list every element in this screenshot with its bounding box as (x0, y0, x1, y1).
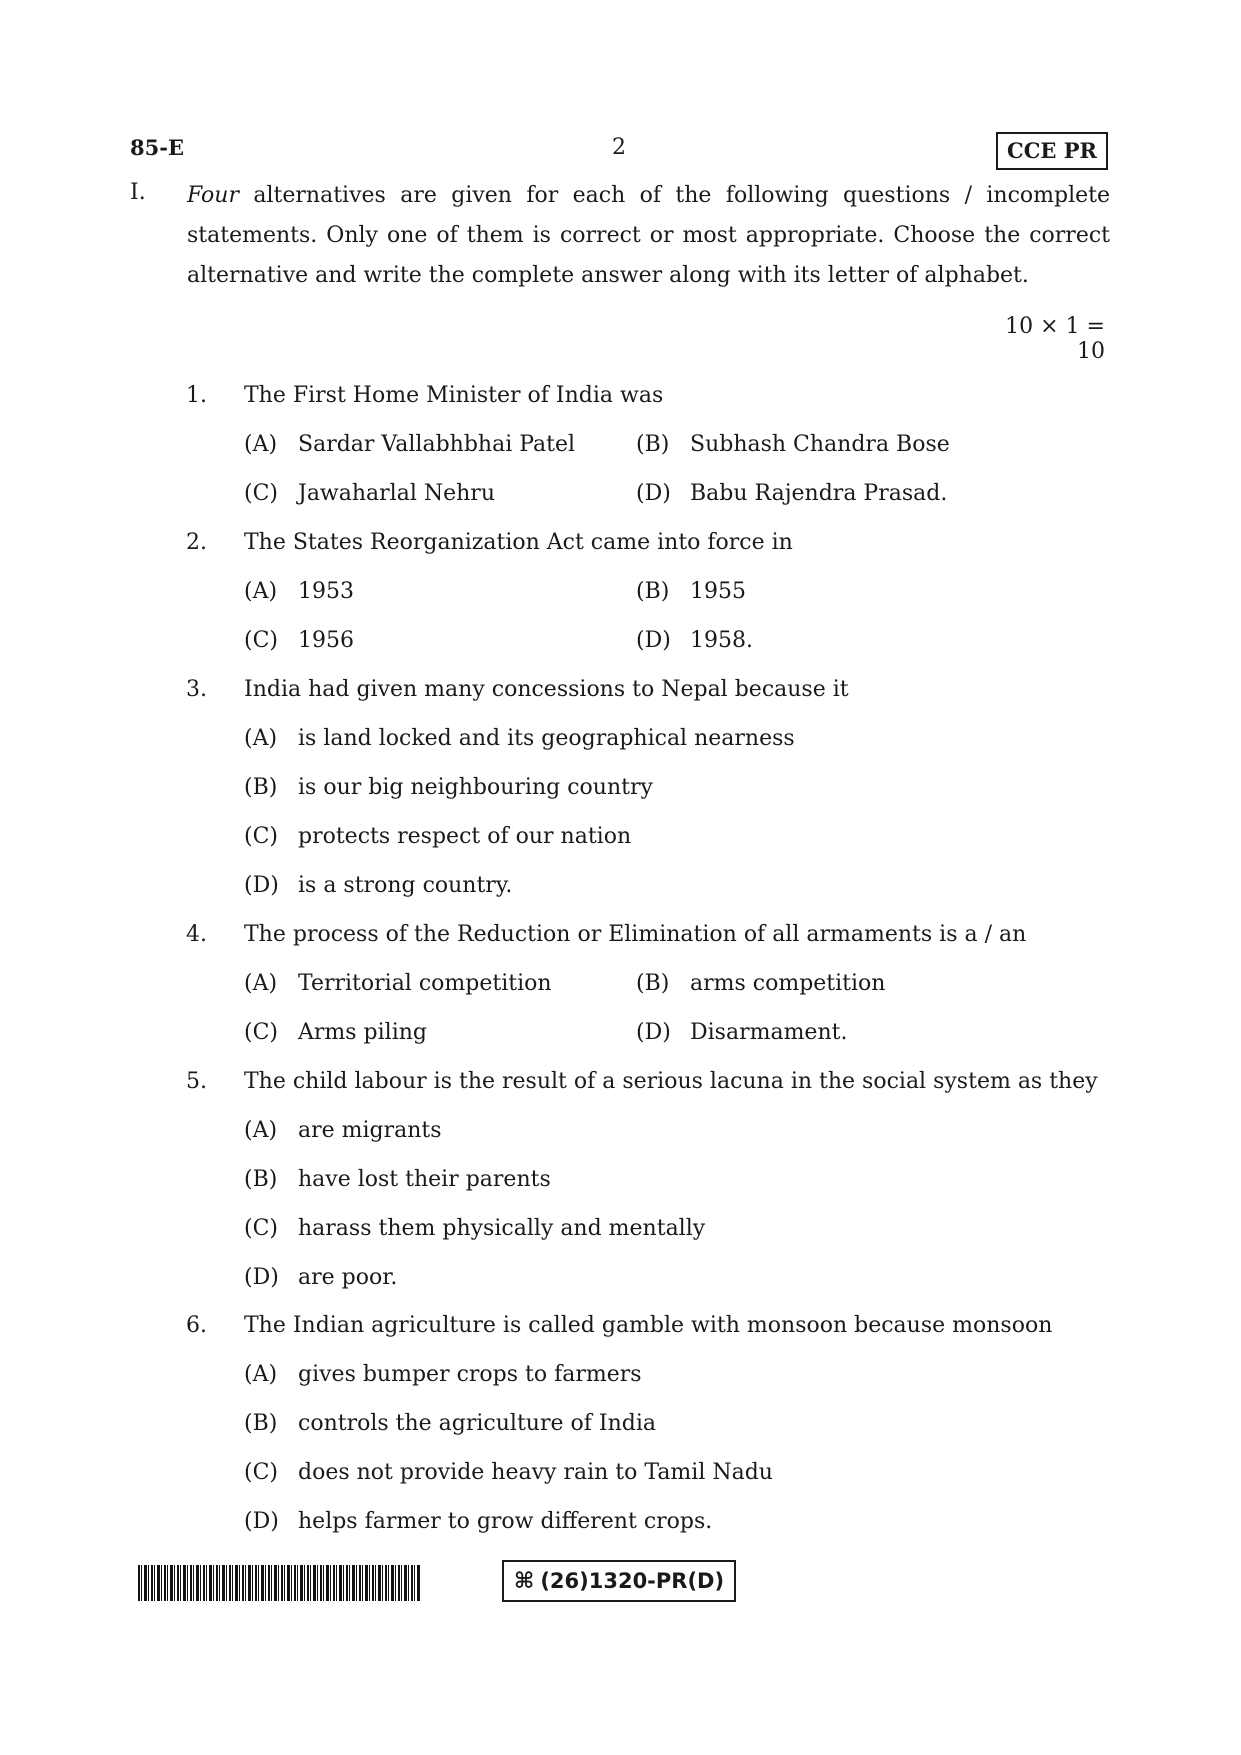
option-letter: (A) (244, 432, 278, 457)
footer-code-box (502, 1560, 736, 1602)
option-text: are migrants (298, 1118, 442, 1143)
option-letter: (A) (244, 1118, 278, 1143)
option-text: 1956 (298, 628, 354, 653)
instruction-italic: Four (187, 183, 239, 208)
option-letter: (D) (244, 873, 279, 898)
option-text: is a strong country. (298, 873, 513, 898)
option-letter: (B) (244, 775, 278, 800)
option-text: Subhash Chandra Bose (690, 432, 950, 457)
option-letter: (A) (244, 971, 278, 996)
option-text: have lost their parents (298, 1167, 551, 1192)
option-letter: (C) (244, 1460, 278, 1485)
option-letter: (D) (636, 628, 671, 653)
section-marks: 10 × 1 = 10 (1005, 314, 1105, 364)
option-text: arms competition (690, 971, 886, 996)
command-key-icon: ⌘ (513, 1569, 535, 1594)
option-text: 1958. (690, 628, 753, 653)
option-letter: (B) (244, 1167, 278, 1192)
question-number: 2. (186, 530, 207, 555)
option-letter: (B) (636, 432, 670, 457)
option-letter: (C) (244, 824, 278, 849)
paper-code: 85-E (130, 135, 184, 160)
option-letter: (D) (636, 1020, 671, 1045)
option-text: Jawaharlal Nehru (298, 481, 495, 506)
option-text: 1955 (690, 579, 746, 604)
option-text: 1953 (298, 579, 354, 604)
question-text: The child labour is the result of a serious lacuna in the social system as they (244, 1069, 1098, 1094)
option-text: Disarmament. (690, 1020, 848, 1045)
instruction-text: alternatives are given for each of the following questions / incomplete statements. Only one of them is correct or most appropriate. Choose the correct alternative and write the complete answer along with its letter of alphabet. (187, 183, 1110, 288)
option-letter: (B) (244, 1411, 278, 1436)
question-text: The Indian agriculture is called gamble with monsoon because monsoon (244, 1313, 1053, 1338)
page-number: 2 (612, 135, 626, 160)
option-text: harass them physically and mentally (298, 1216, 706, 1241)
question-text: India had given many concessions to Nepal because it (244, 677, 849, 702)
option-text: Sardar Vallabhbhai Patel (298, 432, 576, 457)
option-letter: (B) (636, 971, 670, 996)
option-letter: (C) (244, 1216, 278, 1241)
option-text: Territorial competition (298, 971, 552, 996)
option-letter: (D) (636, 481, 671, 506)
option-text: protects respect of our nation (298, 824, 632, 849)
question-number: 5. (186, 1069, 207, 1094)
option-letter: (D) (244, 1509, 279, 1534)
option-text: is our big neighbouring country (298, 775, 653, 800)
option-text: does not provide heavy rain to Tamil Nadu (298, 1460, 773, 1485)
barcode (138, 1565, 420, 1601)
option-text: Arms piling (298, 1020, 427, 1045)
question-text: The States Reorganization Act came into force in (244, 530, 793, 555)
section-number: I. (130, 180, 146, 205)
footer-code: (26)1320-PR(D) (540, 1569, 725, 1593)
option-letter: (A) (244, 1362, 278, 1387)
option-letter: (B) (636, 579, 670, 604)
option-letter: (D) (244, 1265, 279, 1290)
option-letter: (C) (244, 1020, 278, 1045)
option-text: controls the agriculture of India (298, 1411, 656, 1436)
option-letter: (A) (244, 579, 278, 604)
paper-type-box: CCE PR (996, 132, 1108, 170)
question-text: The First Home Minister of India was (244, 383, 664, 408)
option-text: helps farmer to grow different crops. (298, 1509, 713, 1534)
option-text: are poor. (298, 1265, 398, 1290)
question-number: 1. (186, 383, 207, 408)
option-text: Babu Rajendra Prasad. (690, 481, 948, 506)
option-letter: (C) (244, 481, 278, 506)
option-letter: (C) (244, 628, 278, 653)
question-text: The process of the Reduction or Elimination of all armaments is a / an (244, 922, 1027, 947)
question-number: 3. (186, 677, 207, 702)
option-text: gives bumper crops to farmers (298, 1362, 642, 1387)
option-letter: (A) (244, 726, 278, 751)
option-text: is land locked and its geographical nearness (298, 726, 795, 751)
section-instruction (187, 176, 1110, 296)
question-number: 4. (186, 922, 207, 947)
question-number: 6. (186, 1313, 207, 1338)
